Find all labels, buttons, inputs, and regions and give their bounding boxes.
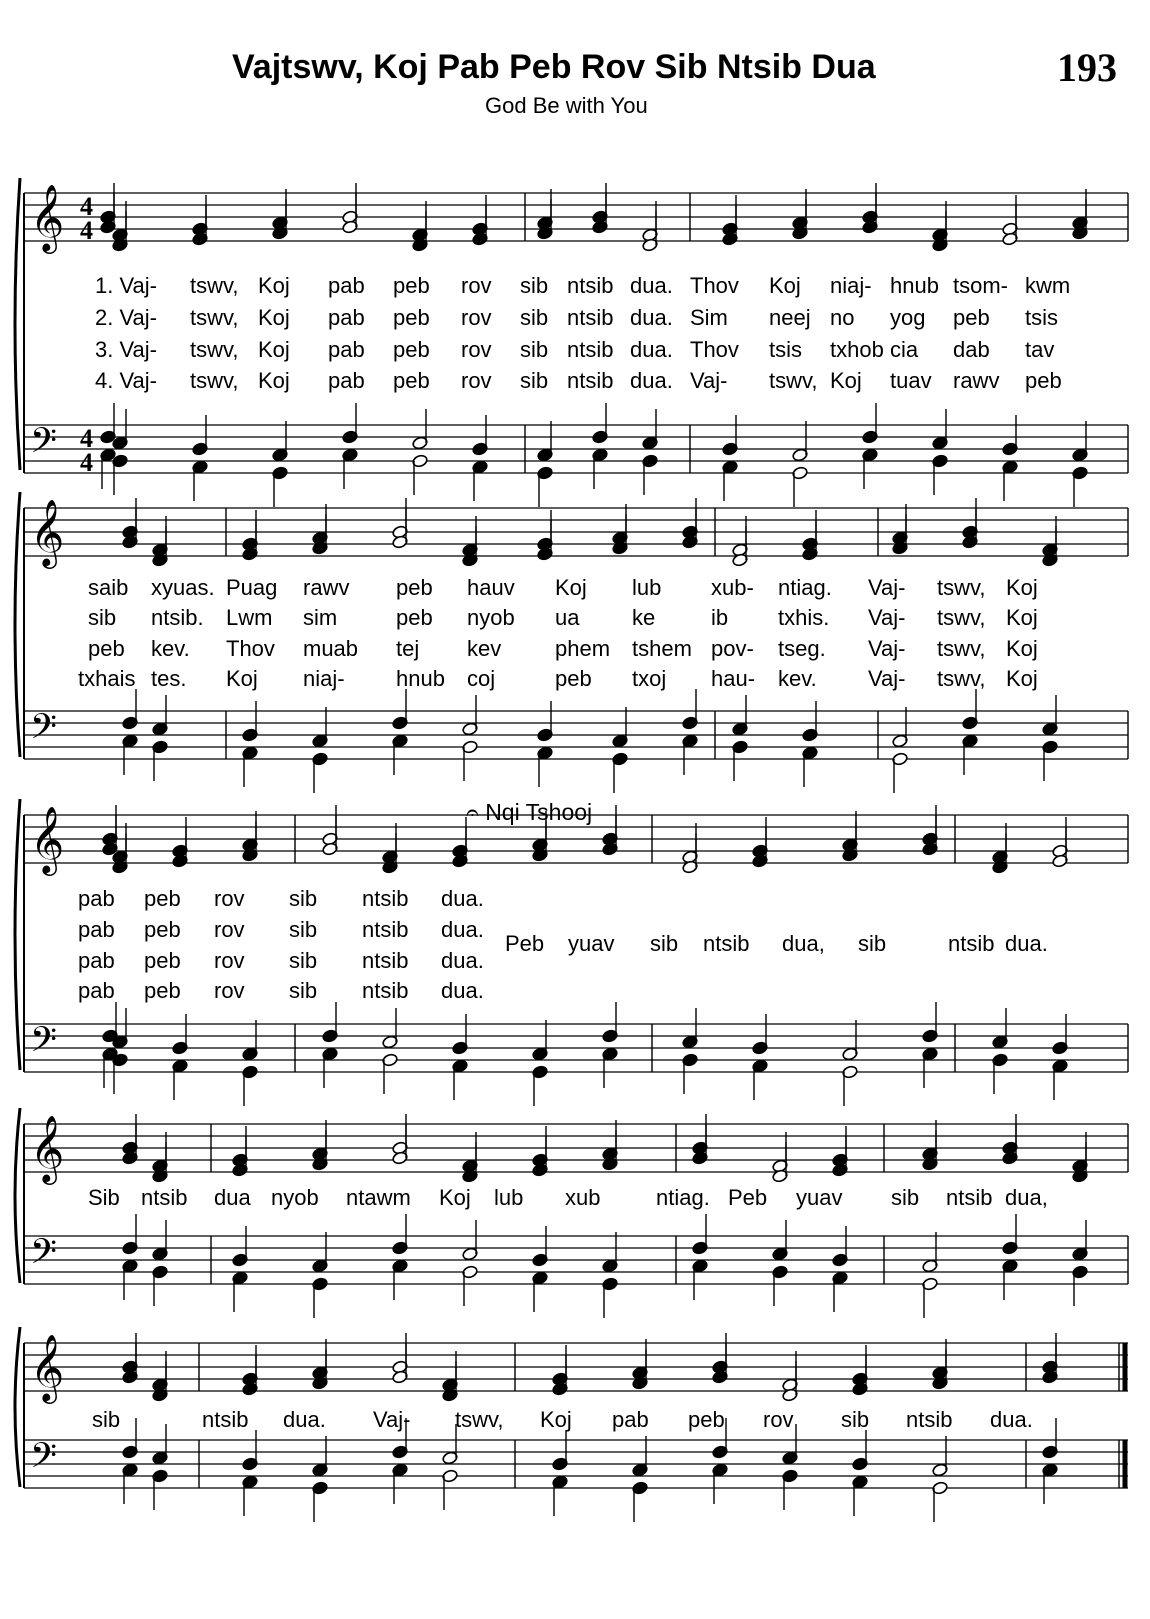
lyric-syllable: hnub: [890, 273, 939, 298]
lyric-syllable: hauv: [467, 575, 515, 600]
lyric-syllable: ntsib: [362, 886, 409, 911]
lyric-syllable: rov: [763, 1407, 794, 1432]
lyric-syllable: ntsib: [906, 1407, 953, 1432]
lyric-syllable: sib: [289, 948, 318, 973]
lyric-syllable: Koj: [830, 368, 862, 393]
lyric-syllable: Lwm: [226, 605, 273, 630]
lyric-syllable: Koj: [1006, 605, 1038, 630]
lyric-syllable: peb: [88, 636, 125, 661]
bass-clef-icon: 𝄢: [30, 1435, 58, 1484]
lyric-syllable: yuav: [796, 1185, 843, 1210]
lyric-syllable: tswv,: [190, 273, 239, 298]
lyric-syllable: lub: [632, 575, 662, 600]
lyric-syllable: rawv: [303, 575, 350, 600]
time-signature-numerator: 4: [80, 424, 93, 453]
lyric-syllable: peb: [393, 368, 430, 393]
lyric-syllable: Koj: [258, 305, 290, 330]
lyric-syllable: Koj: [258, 273, 290, 298]
lyric-syllable: Peb: [505, 931, 545, 956]
lyric-syllable: pab: [78, 948, 115, 973]
lyric-syllable: pab: [328, 337, 365, 362]
lyric-syllable: tsis: [1025, 305, 1058, 330]
lyric-syllable: pab: [328, 368, 365, 393]
lyric-syllable: tes.: [151, 666, 187, 691]
lyric-syllable: tswv,: [769, 368, 818, 393]
lyric-syllable: sib: [650, 931, 679, 956]
lyric-syllable: Koj: [540, 1407, 572, 1432]
lyric-syllable: pab: [328, 305, 365, 330]
lyric-syllable: pab: [78, 917, 115, 942]
lyric-syllable: Thov: [690, 337, 739, 362]
system-brace: [15, 799, 20, 1070]
hymn-subtitle: God Be with You: [485, 93, 648, 118]
lyric-syllable: ntsib: [567, 305, 614, 330]
lyric-syllable: coj: [467, 666, 496, 691]
lyric-syllable: sib: [520, 305, 549, 330]
lyric-syllable: peb: [396, 605, 433, 630]
lyric-syllable: 1. Vaj-: [95, 273, 157, 298]
treble-clef-icon: 𝄞: [30, 1114, 65, 1182]
lyric-syllable: Sib: [88, 1185, 120, 1210]
lyric-syllable: dua.: [630, 337, 673, 362]
lyric-syllable: sib: [289, 978, 318, 1003]
lyric-syllable: dua.: [990, 1407, 1033, 1432]
lyric-syllable: rov: [461, 273, 492, 298]
lyric-syllable: peb: [953, 305, 990, 330]
lyric-syllable: ua: [555, 605, 580, 630]
lyric-syllable: kev.: [778, 666, 817, 691]
lyric-syllable: sib: [289, 886, 318, 911]
treble-clef-icon: 𝄞: [30, 183, 65, 251]
lyric-syllable: rov: [461, 368, 492, 393]
lyric-syllable: neej: [769, 305, 811, 330]
lyric-syllable: peb: [393, 305, 430, 330]
lyric-syllable: Sim: [690, 305, 728, 330]
lyric-syllable: dua.: [630, 273, 673, 298]
lyric-syllable: niaj-: [303, 666, 345, 691]
lyric-syllable: tswv,: [937, 575, 986, 600]
lyric-syllable: kwm: [1025, 273, 1071, 298]
fermata-icon: 𝄐: [466, 799, 479, 825]
lyric-syllable: dua: [214, 1185, 251, 1210]
lyric-syllable: txhob: [830, 337, 884, 362]
lyric-syllable: ntsib: [567, 273, 614, 298]
lyric-syllable: Vaj-: [868, 575, 906, 600]
lyric-syllable: Koj: [226, 666, 258, 691]
lyric-syllable: pov-: [711, 636, 754, 661]
lyric-syllable: rov: [461, 305, 492, 330]
lyric-syllable: hnub: [396, 666, 445, 691]
lyric-syllable: ntsib: [362, 978, 409, 1003]
lyric-syllable: peb: [144, 948, 181, 973]
time-signature-numerator: 4: [80, 192, 93, 221]
lyric-syllable: Koj: [258, 337, 290, 362]
lyric-syllable: sim: [303, 605, 338, 630]
lyric-syllable: dua,: [782, 931, 825, 956]
lyric-syllable: tshem: [632, 636, 692, 661]
lyric-syllable: Koj: [1006, 636, 1038, 661]
lyric-syllable: ntsib: [202, 1407, 249, 1432]
lyric-syllable: rov: [214, 917, 245, 942]
lyric-syllable: yuav: [568, 931, 615, 956]
lyric-syllable: pab: [328, 273, 365, 298]
bass-clef-icon: 𝄢: [30, 1019, 58, 1068]
lyric-syllable: ntawm: [346, 1185, 411, 1210]
lyric-syllable: muab: [303, 636, 359, 661]
lyric-syllable: rawv: [953, 368, 1000, 393]
lyric-syllable: dua.: [441, 948, 484, 973]
lyric-syllable: peb: [144, 886, 181, 911]
lyric-syllable: tswv,: [190, 368, 239, 393]
lyric-syllable: sib: [841, 1407, 870, 1432]
lyric-syllable: saib: [88, 575, 129, 600]
lyric-syllable: dua.: [283, 1407, 326, 1432]
lyric-syllable: no: [830, 305, 855, 330]
lyric-syllable: rov: [461, 337, 492, 362]
system-brace: [15, 492, 20, 757]
lyric-syllable: rov: [214, 948, 245, 973]
lyric-syllable: dua.: [1005, 931, 1048, 956]
lyric-syllable: tswv,: [190, 305, 239, 330]
lyric-syllable: Koj: [439, 1185, 471, 1210]
lyric-syllable: rov: [214, 886, 245, 911]
system-brace: [15, 178, 20, 470]
hymn-number: 193: [1057, 45, 1117, 90]
lyric-syllable: ntsib: [567, 337, 614, 362]
lyric-syllable: tav: [1025, 337, 1055, 362]
lyric-syllable: peb: [1025, 368, 1062, 393]
lyric-syllable: phem: [555, 636, 611, 661]
lyric-syllable: sib: [92, 1407, 121, 1432]
tempo-mark-label: Nqi Tshooj: [485, 799, 593, 825]
lyric-syllable: nyob: [271, 1185, 319, 1210]
lyric-syllable: Thov: [226, 636, 275, 661]
lyric-syllable: Vaj-: [373, 1407, 411, 1432]
lyric-syllable: sib: [891, 1185, 920, 1210]
lyric-syllable: niaj-: [830, 273, 872, 298]
lyric-syllable: hau-: [711, 666, 756, 691]
lyric-syllable: Vaj-: [868, 666, 906, 691]
lyric-syllable: peb: [393, 337, 430, 362]
lyric-syllable: txoj: [632, 666, 667, 691]
lyric-syllable: kev.: [151, 636, 190, 661]
lyric-syllable: sib: [858, 931, 887, 956]
time-signature-denominator: 4: [80, 448, 93, 477]
lyric-syllable: 4. Vaj-: [95, 368, 157, 393]
lyric-syllable: Vaj-: [868, 605, 906, 630]
lyric-syllable: xub-: [711, 575, 754, 600]
lyric-syllable: xub: [565, 1185, 601, 1210]
lyric-syllable: sib: [289, 917, 318, 942]
hymn-title: Vajtswv, Koj Pab Peb Rov Sib Ntsib Dua: [232, 48, 876, 86]
lyric-syllable: rov: [214, 978, 245, 1003]
lyric-syllable: 2. Vaj-: [95, 305, 157, 330]
lyric-syllable: ntsib.: [151, 605, 204, 630]
bass-clef-icon: 𝄢: [30, 706, 58, 755]
lyric-syllable: ntsib: [141, 1185, 188, 1210]
lyric-syllable: Koj: [258, 368, 290, 393]
lyric-syllable: Thov: [690, 273, 739, 298]
system-brace: [15, 1108, 20, 1283]
lyric-syllable: peb: [393, 273, 430, 298]
lyric-syllable: txhais: [78, 666, 136, 691]
lyric-syllable: dab: [953, 337, 990, 362]
lyric-syllable: tuav: [890, 368, 932, 393]
lyric-syllable: Vaj-: [868, 636, 906, 661]
lyric-syllable: txhis.: [778, 605, 830, 630]
lyric-syllable: tseg.: [778, 636, 826, 661]
lyric-syllable: dua,: [1005, 1185, 1048, 1210]
lyric-syllable: dua.: [630, 305, 673, 330]
lyric-syllable: ke: [632, 605, 656, 630]
lyric-syllable: tsom-: [953, 273, 1008, 298]
lyric-syllable: xyuas.: [151, 575, 215, 600]
lyric-syllable: pab: [612, 1407, 649, 1432]
lyric-syllable: peb: [144, 917, 181, 942]
lyric-syllable: ntsib: [567, 368, 614, 393]
lyric-syllable: sib: [520, 337, 549, 362]
lyric-syllable: ib: [711, 605, 729, 630]
bass-clef-icon: 𝄢: [30, 1231, 58, 1280]
lyric-syllable: pab: [78, 978, 115, 1003]
lyric-syllable: tswv,: [190, 337, 239, 362]
lyric-syllable: Vaj-: [690, 368, 728, 393]
lyric-syllable: peb: [555, 666, 592, 691]
lyric-syllable: yog: [890, 305, 926, 330]
lyric-syllable: cia: [890, 337, 919, 362]
lyric-syllable: Koj: [769, 273, 801, 298]
lyric-syllable: 3. Vaj-: [95, 337, 157, 362]
lyric-syllable: dua.: [441, 978, 484, 1003]
treble-clef-icon: 𝄞: [30, 498, 65, 566]
lyric-syllable: tswv,: [937, 605, 986, 630]
treble-clef-icon: 𝄞: [30, 1333, 65, 1401]
lyric-syllable: dua.: [441, 917, 484, 942]
lyric-syllable: peb: [688, 1407, 725, 1432]
lyric-syllable: Koj: [555, 575, 587, 600]
lyric-syllable: Puag: [226, 575, 278, 600]
bass-clef-icon: 𝄢: [30, 420, 58, 469]
lyric-syllable: dua.: [441, 886, 484, 911]
lyric-syllable: Koj: [1006, 575, 1038, 600]
treble-clef-icon: 𝄞: [30, 805, 65, 873]
lyric-syllable: tswv,: [937, 636, 986, 661]
lyric-syllable: tej: [396, 636, 420, 661]
lyric-syllable: peb: [396, 575, 433, 600]
lyric-syllable: ntiag.: [778, 575, 832, 600]
lyric-syllable: kev: [467, 636, 502, 661]
lyric-syllable: sib: [520, 273, 549, 298]
lyric-syllable: sib: [520, 368, 549, 393]
lyric-syllable: nyob: [467, 605, 515, 630]
time-signature-denominator: 4: [80, 216, 93, 245]
lyric-syllable: ntiag.: [656, 1185, 710, 1210]
lyric-syllable: tswv,: [455, 1407, 504, 1432]
lyric-syllable: Koj: [1006, 666, 1038, 691]
lyric-syllable: ntsib: [703, 931, 750, 956]
system-brace: [15, 1327, 20, 1487]
lyric-syllable: ntsib: [948, 931, 995, 956]
lyric-syllable: lub: [494, 1185, 524, 1210]
lyric-syllable: dua.: [630, 368, 673, 393]
lyric-syllable: pab: [78, 886, 115, 911]
lyric-syllable: tsis: [769, 337, 802, 362]
lyric-syllable: ntsib: [362, 917, 409, 942]
lyric-syllable: Peb: [728, 1185, 768, 1210]
lyric-syllable: tswv,: [937, 666, 986, 691]
lyric-syllable: sib: [88, 605, 117, 630]
lyric-syllable: ntsib: [362, 948, 409, 973]
lyric-syllable: ntsib: [946, 1185, 993, 1210]
lyric-syllable: peb: [144, 978, 181, 1003]
